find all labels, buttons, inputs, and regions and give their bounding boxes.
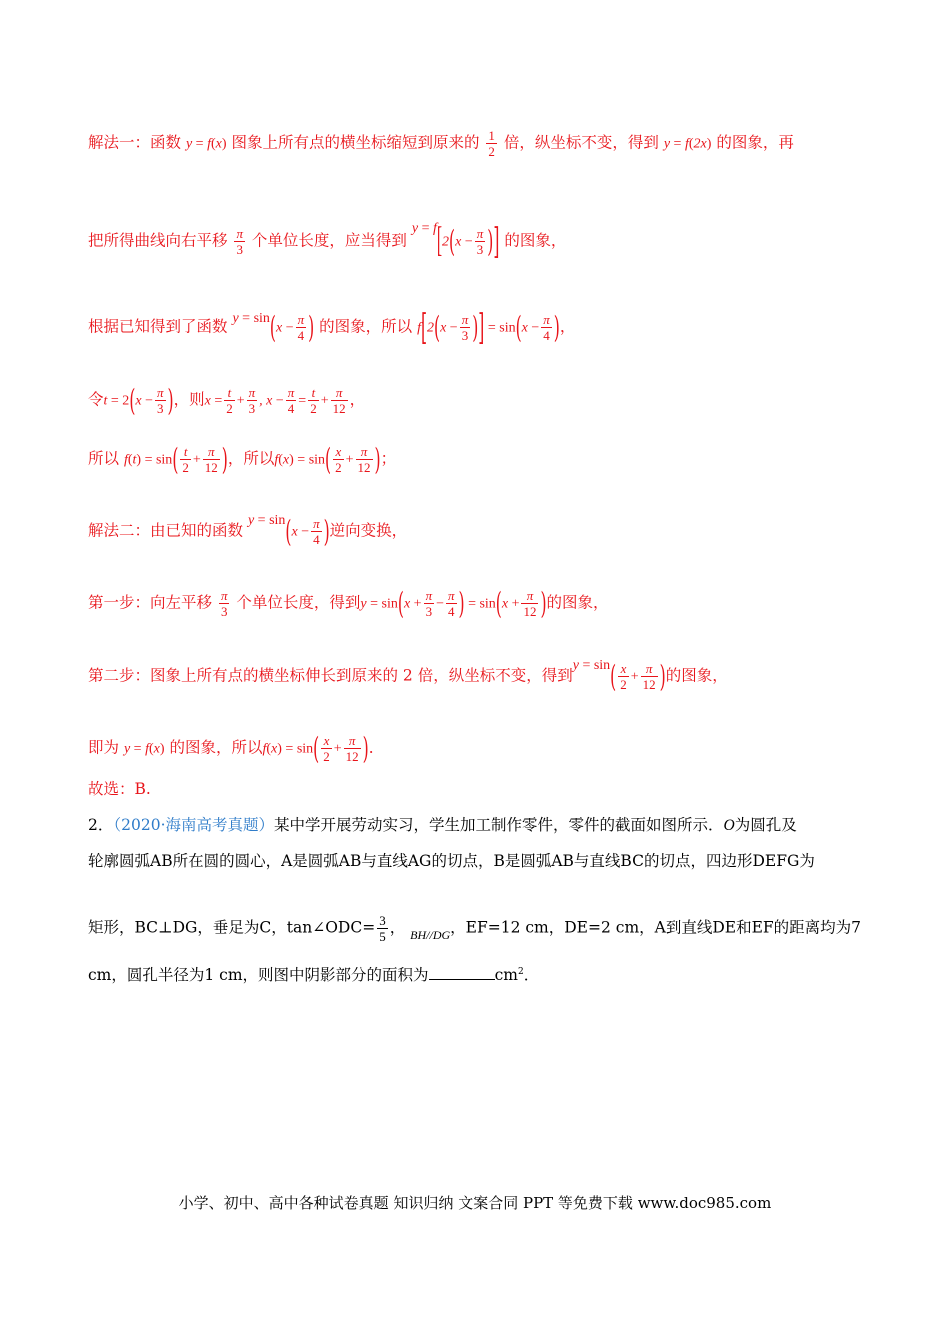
sol2-line2: 第一步：向左平移 $\frac{\pi}{3}$ 个单位长度，得到y = sin(x + $\frac{\pi}{3}$ − $\frac{\pi}{4}$ ) = sin(x + $\frac{\pi}{12}$ )的图象， [88,586,609,621]
formula-let-t: t = 2 [103,393,130,409]
formula-ft: f(t) = sin [123,452,173,468]
sol1-line4: 令t = 2(x − $\frac{\pi}{3}$ )，则x = $\frac{t}{2}$ + $\frac{\pi}{3}$ , x − $\frac{\pi}{4}$ = $\frac{t}{2}$ + $\frac{\pi}{12}$ ， [88,383,366,418]
formula-given: y = sin [232,310,270,326]
formula-bh-parallel-dg: BH//DG [410,927,451,942]
problem2-line1: 2．（2020·海南高考真题）某中学开展劳动实习，学生加工制作零件，零件的截面如图所示．O为圆孔及 [88,816,797,834]
sol1-line1: 解法一：函数 y = f(x) 图象上所有点的横坐标缩短到原来的 $\frac{1}{2}$ 倍，纵坐标不变，得到 y = f(2x) 的图象，再 [88,128,794,159]
sol2-line3: 第二步：图象上所有点的横坐标伸长到原来的 2 倍，纵坐标不变，得到y = sin( $\frac{x}{2}$ + $\frac{\pi}{12}$ )的图象， [88,657,728,694]
formula-given-2: y = sin [247,512,286,528]
fraction-pi-3-b: $\frac{\pi}{3}$ [220,588,228,619]
fraction-pi-3: $\frac{\pi}{3}$ [236,226,243,257]
formula-final: f(x) = sin [262,741,314,757]
sol2-line4: 即为 y = f(x) 的图象，所以f(x) = sin( $\frac{x}{2}$ + $\frac{\pi}{12}$ )． [88,731,385,766]
sol1-line2: 把所得曲线向右平移 $\frac{\pi}{3}$ 个单位长度，应当得到 y = f[2(x − $\frac{\pi}{3}$ )] 的图象， [88,220,567,263]
formula-fx-result: f(x) = sin [274,452,326,468]
formula-step2: y = sin [572,657,611,673]
formula-y-f2x: y = f(2x) [663,136,712,152]
problem2-line2: 轮廓圆弧AB所在圆的圆心，A是圆弧AB与直线AG的切点，B是圆弧AB与直线BC的切点，四边形DEFG为 [88,852,815,870]
problem-source: （2020·海南高考真题） [113,816,274,834]
problem2-line3: 矩形，BC⊥DG，垂足为C，tan∠ODC= $\frac{3}{5}$ ， $_{BH//DG}$，EF=12 cm，DE=2 cm，A到直线DE和EF的距离均为7 [88,913,862,944]
sol2-line1: 解法二：由已知的函数 y = sin(x − $\frac{\pi}{4}$ )逆向变换， [88,512,408,549]
formula-x-expr: x = [204,393,223,409]
footer-text: 小学、初中、高中各种试卷真题 知识归纳 文案合同 PPT 等免费下载 www.doc985.com [178,1194,772,1212]
formula-y-fx: y = f(x) [185,136,227,152]
answer: 故选：B. [88,780,151,798]
formula-equation: f [417,320,421,336]
formula-y-fx-2: y = f(x) [123,741,165,757]
sol1-line3: 根据已知得到了函数 y = sin(x − $\frac{\pi}{4}$ ) 的图象，所以 f[2(x − $\frac{\pi}{3}$ )] = sin(x − $\frac{\pi}{4}$ )， [88,306,576,349]
problem2-line4: cm，圆孔半径为1 cm，则图中阴影部分的面积为 $cm^2$． [88,966,540,985]
fraction-3-5: $\frac{3}{5}$ [379,913,386,944]
answer-blank[interactable] [429,965,495,980]
formula-shifted-f: y = f [411,220,437,236]
fraction-one-half: $\frac{1}{2}$ [488,128,495,159]
sol1-line5: 所以 f(t) = sin( $\frac{t}{2}$ + $\frac{\pi}{12}$ )，所以f(x) = sin( $\frac{x}{2}$ + $\frac{\pi}{12}$ )； [88,442,397,477]
formula-step1: y = sin [360,596,398,612]
